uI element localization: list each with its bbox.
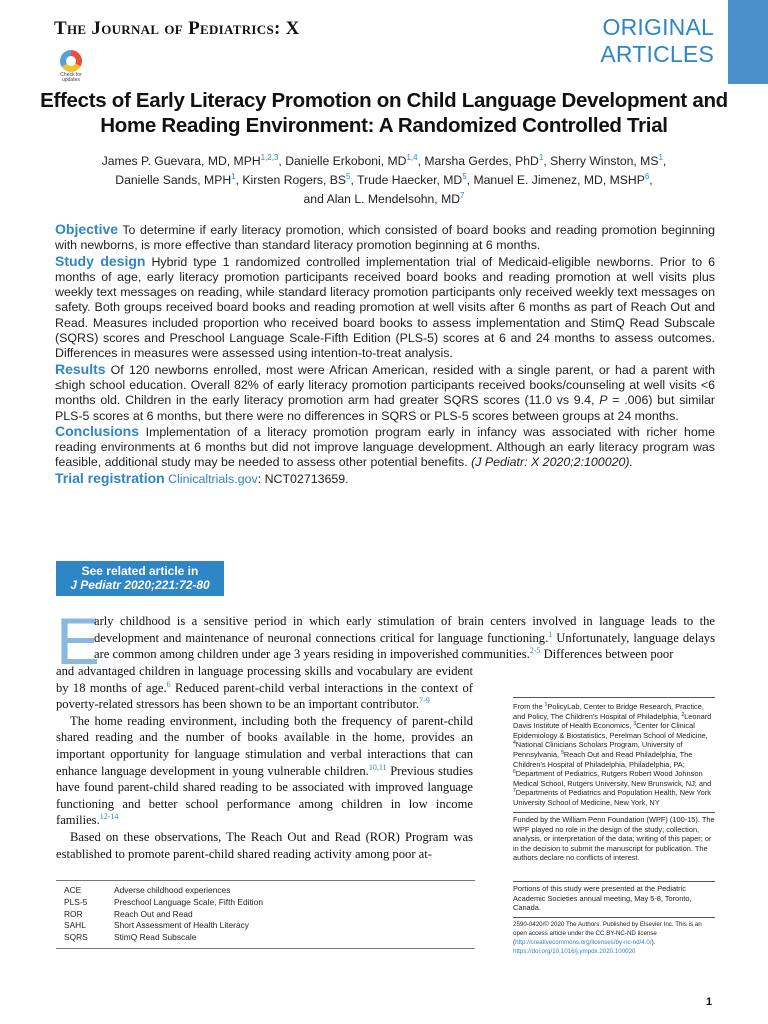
author: Danielle Erkoboni, MD bbox=[285, 154, 407, 168]
study-design-text: Hybrid type 1 randomized controlled implementation trial of Medicaid-eligible newborns. Prior to 6 months of age, early literacy promotion participants received board books and reading promotion at well visits plus weekly text messages on reading, while standard literacy promotion participants only received weekly text messages on safety. Both groups received board books and reading promotion at well visits after 6 months as part of Reach Out and Read. Measures included proportion who received board books to assess implementation and StimQ Read Subscale (SQRS) scores and Preschool Language Scale-Fifth Edition (PLS-5) scores at 6 and 24 months to assess outcomes. Differences in measures were assessed using intention-to-treat analysis. bbox=[55, 254, 715, 361]
abbreviation-row: SAHL Short Assessment of Health Literacy bbox=[64, 920, 249, 931]
author-affil-ref[interactable]: 1,4 bbox=[406, 153, 418, 162]
author: Danielle Sands, MPH bbox=[115, 173, 232, 187]
author-affil-ref[interactable]: 1,2,3 bbox=[260, 153, 279, 162]
copyright-notice: 2590-0420/© 2020 The Authors. Published by Elsevier Inc. This is an open access article under the CC BY-NC-ND license (http://creativecommons.org/licenses/by-nc-nd/4.0/). https://doi.org/10.1016/j.ympdx.2020.100020 bbox=[513, 921, 702, 955]
sidebar-divider bbox=[513, 917, 715, 918]
author: Sherry Winston, MS bbox=[550, 154, 659, 168]
section-label-line1: ORIGINAL bbox=[602, 14, 714, 40]
reference-link[interactable]: 7-9 bbox=[419, 696, 430, 706]
reference-link[interactable]: 12-14 bbox=[99, 812, 119, 822]
abstract-results bbox=[55, 362, 715, 424]
author-list: James P. Guevara, MD, MPH$^{1,2,3}$, Danielle Erkoboni, MD$^{1,4}$, Marsha Gerdes, PhD$^1$, Sherry Winston, $MS^1$, Danielle Sands, MPH$^1$, Kirsten Rogers, $BS^5$, Trude Haecker, $MD^5$, Manuel E. Jimenez, MD, MSHP$^6$, and Alan L. Mendelsohn, $MD^7$ bbox=[101, 153, 667, 206]
drop-cap: E bbox=[56, 604, 101, 678]
related-article-line2: J Pediatr 2020;221:72-80 bbox=[70, 578, 210, 592]
reference-link[interactable]: 1 bbox=[548, 629, 553, 639]
abbreviation-row: SQRS StimQ Read Subscale bbox=[64, 932, 197, 943]
results-text-end: = .006) but similar PLS-5 scores at 6 months, but there were no differences in SQRS or PLS-5 scores between groups at 24 months. bbox=[55, 393, 715, 423]
abbreviation-row: ROR Reach Out and Read bbox=[64, 908, 193, 919]
intro-paragraph-continued: and advantaged children in language processing skills and vocabulary are evident by 18 months of age.$^6$ Reduced parent-child verbal interactions in the context of poverty-related stressors has been shown to be an important contributor.$^{7-9}$ bbox=[56, 664, 473, 712]
author-affil-ref[interactable]: 1 bbox=[231, 172, 236, 181]
related-article-link[interactable] bbox=[56, 561, 224, 596]
abstract-conclusions bbox=[55, 424, 715, 471]
article-title: Effects of Early Literacy Promotion on Child Language Development and Home Reading Environment: A Randomized Controlled Trial bbox=[40, 89, 728, 137]
abstract-objective bbox=[55, 222, 715, 254]
study-design-heading: Study design bbox=[55, 252, 146, 269]
check-updates-icon bbox=[60, 50, 82, 72]
body-paragraph: Based on these observations, The Reach Out and Read (ROR) Program was established to promote parent-child shared reading activity among poor at- bbox=[56, 829, 473, 861]
reference-link[interactable]: 6 bbox=[166, 679, 171, 689]
abstract-design bbox=[55, 254, 715, 362]
body-paragraph: The home reading environment, including both the frequency of parent-child shared reading and the number of books available in the home, provides an important opportunity for language stimulation and verbal interactions that can enhance language development in young vulnerable children.$^{10,11}$ Previous studies have found parent-child shared reading to be associated with improved language functioning and better school performance among children in low income families.$^{12-14}$ bbox=[56, 713, 474, 828]
objective-heading: Objective bbox=[55, 221, 119, 237]
results-p-symbol: P bbox=[599, 393, 608, 408]
results-heading: Results bbox=[55, 360, 106, 377]
author: Kirsten Rogers, BS bbox=[242, 173, 347, 187]
author-affil-ref[interactable]: 5 bbox=[462, 172, 467, 181]
doi-link[interactable]: https://doi.org/10.1016/j.ympdx.2020.100020 bbox=[513, 948, 636, 955]
clinicaltrials-link[interactable]: Clinicaltrials.gov bbox=[168, 471, 258, 486]
section-label-line2: ARTICLES bbox=[600, 41, 714, 67]
trial-id: : NCT02713659. bbox=[257, 471, 349, 486]
section-color-tab bbox=[728, 0, 768, 84]
author-affil-ref[interactable]: 6 bbox=[644, 172, 650, 181]
author-affil-ref[interactable]: 1 bbox=[658, 153, 663, 162]
body-column bbox=[56, 663, 473, 862]
author-affil-ref[interactable]: 7 bbox=[460, 191, 465, 200]
reference-link[interactable]: 2-5 bbox=[529, 646, 541, 656]
section-label bbox=[494, 14, 714, 68]
presented-note: Portions of this study were presented at the Pediatric Academic Societies annual meeting, May 5-8, Toronto, Canada. bbox=[513, 884, 692, 913]
trial-registration-heading: Trial registration bbox=[55, 469, 165, 486]
page-number: 1 bbox=[706, 996, 713, 1008]
intro-paragraph-top: arly childhood is a sensitive period in which early stimulation of brain centers involved in language leads to the development and maintenance of neuronal connections critical for language functioning.$^1$ Unfortunately, language delays are common among children under age 3 years residing in impoverished communities.$^{2-5}$ Differences between poor bbox=[94, 614, 715, 662]
author: and Alan L. Mendelsohn, MD bbox=[303, 192, 461, 206]
abstract-trial bbox=[55, 471, 715, 487]
journal-name: The Journal of Pediatrics: X bbox=[54, 18, 300, 39]
abbreviation-row: ACE Adverse childhood experiences bbox=[64, 885, 231, 895]
affiliations: From the $^1$PolicyLab, Center to Bridge Research, Practice, and Policy, The Children's Hospital of Philadelphia, $^2$Leonard Davis Institute of Health Economics, $^3$Center for Clinical Epidemiology & Biostatistics, Perelman School of Medicine, $^4$National Clinicians Scholars Program, University of Pennsylvania, $^5$Reach Out and Read Philadelphia, The Children's Hospital of Philadelphia, Philadelphia, PA; $^6$Department of Pediatrics, Rutgers Robert Wood Johnson Medical School, Rutgers University, New Brunswick, NJ; and $^7$Departments of Pediatrics and Population Health, New York University School of Medicine, New York, NY bbox=[513, 702, 712, 807]
author: Manuel E. Jimenez, MD, MSHP bbox=[473, 173, 645, 187]
related-article-line1: See related article in bbox=[81, 564, 199, 578]
conclusions-heading: Conclusions bbox=[55, 422, 140, 439]
author-affil-ref[interactable]: 1 bbox=[538, 153, 544, 162]
author-affil-ref[interactable]: 5 bbox=[346, 172, 351, 181]
abbreviation-row: PLS-5 Preschool Language Scale, Fifth Edition bbox=[64, 896, 263, 907]
author: James P. Guevara, MD, MPH bbox=[101, 154, 261, 168]
sidebar-divider bbox=[513, 812, 715, 813]
citation: (J Pediatr: X 2020;2:100020). bbox=[471, 455, 633, 470]
objective-text: To determine if early literacy promotion, which consisted of board books and reading promotion beginning with newborns, is more effective than standard literacy promotion beginning at 6 months. bbox=[55, 223, 715, 253]
author: Marsha Gerdes, PhD bbox=[424, 154, 539, 168]
check-for-updates-badge[interactable] bbox=[58, 50, 84, 90]
funding-statement: Funded by the William Penn Foundation (WPF) (100-15). The WPF played no role in the design of the study; collection, analysis, or interpretation of the data; writing of this paper; or in the decision to submit the manuscript for publication. The authors declare no conflicts of interest. bbox=[513, 815, 715, 863]
author: Trude Haecker, MD bbox=[357, 173, 463, 187]
sidebar-divider bbox=[513, 697, 715, 698]
sidebar-divider bbox=[513, 881, 715, 882]
abstract bbox=[55, 222, 715, 487]
results-text: Of 120 newborns enrolled, most were African American, resided with a single parent, or had a parent with ≤high school education. Overall 82% of early literacy promotion participants received books/counseling at well visits <6 months old. Children in the early literacy promotion arm had greater SQRS scores (11.0 vs 9.4, bbox=[55, 362, 715, 408]
conclusions-text: Implementation of a literacy promotion program early in infancy was associated with richer home reading environments at 6 months but did not improve language development. Although an early literacy program was feasible, additional study may be needed to assess other potential benefits. bbox=[55, 424, 715, 470]
reference-link[interactable]: 10,11 bbox=[368, 762, 387, 772]
license-link[interactable]: http://creativecommons.org/licenses/by-nc-nd/4.0/ bbox=[515, 939, 652, 946]
check-updates-text: Check for updates bbox=[60, 72, 82, 83]
abbreviations-box bbox=[56, 880, 475, 949]
